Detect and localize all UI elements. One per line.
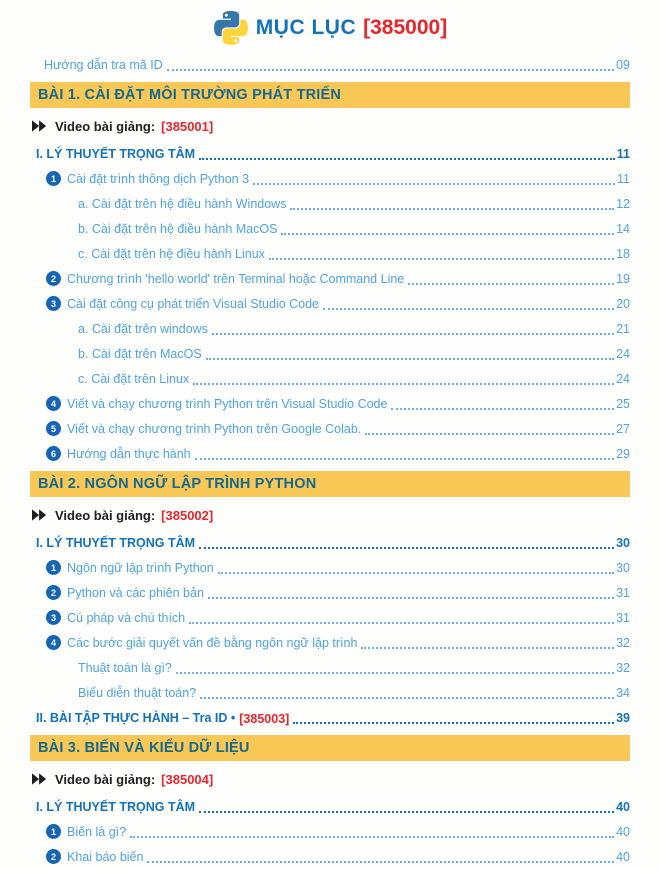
item-number-badge: 1 [46,824,61,839]
dot-leader [200,697,614,699]
toc-entry-label: a. Cài đặt trên windows [78,322,208,337]
dot-leader [281,233,614,235]
toc-entry-label: I. LÝ THUYẾT TRỌNG TÂM [36,536,196,551]
page-number: 31 [616,586,630,601]
dot-leader [218,572,614,574]
toc-section [30,471,630,730]
toc-row [30,705,630,730]
page-number: 40 [616,825,630,840]
toc-row [30,241,630,266]
video-id: [385004] [161,771,214,787]
fast-forward-icon [32,509,49,521]
toc-row [30,416,630,441]
page-number: 40 [616,850,630,865]
item-number-badge: 2 [46,271,61,286]
toc-section [30,82,630,466]
toc-row [30,630,630,655]
toc-entry-label: Cài đặt công cụ phát triển Visual Studio Code [67,297,320,312]
video-id: [385002] [161,507,214,523]
toc-entry-label: Biểu diễn thuật toán? [78,686,197,701]
page-number: 11 [616,147,630,162]
page-number: 27 [616,422,630,437]
page-number: 20 [616,297,630,312]
toc-row [30,819,630,844]
item-number-badge: 4 [46,635,61,650]
page-number: 40 [616,800,630,815]
toc-row [30,316,630,341]
dot-leader [293,722,614,724]
dot-leader [208,597,614,599]
video-line [30,112,630,140]
item-number-badge: 1 [46,171,61,186]
page-number: 32 [616,636,630,651]
page-number: 19 [616,272,630,287]
toc-row [30,680,630,705]
dot-leader [253,183,615,185]
toc-entry-label: Ngôn ngữ lập trình Python [67,561,214,576]
sections [30,82,630,869]
toc-row [30,266,630,291]
dot-leader [206,358,614,360]
dot-leader [361,647,614,649]
page-number: 24 [616,347,630,362]
toc-row [30,216,630,241]
dot-leader [147,861,614,863]
toc-entry-label: Hướng dẫn tra mã ID [44,58,163,73]
toc-entry-label: Python và các phiên bản [67,586,204,601]
dot-leader [189,622,614,624]
toc-entry-label: Chương trình 'hello world' trên Terminal hoặc Command Line [67,272,405,287]
video-label: Video bài giảng: [55,118,156,134]
page-number: 12 [616,197,630,212]
python-logo-icon [213,10,249,46]
toc-entry-label: Thuật toán là gì? [78,661,172,676]
dot-leader [195,458,614,460]
toc-entry-label: Các bước giải quyết vấn đề bằng ngôn ngữ lập trình [67,636,358,651]
toc-row-intro [30,52,630,77]
page-number: 32 [616,661,630,676]
dot-leader [323,308,614,310]
dot-leader [212,333,614,335]
toc-section [30,735,630,869]
toc-entry-label: Hướng dẫn thực hành [67,447,191,462]
toc-entry-label: Viết và chạy chương trình Python trên Visual Studio Code [67,397,388,412]
doc-header [30,6,630,52]
section-banner [30,471,630,497]
section-banner-label: BÀI 2. NGÔN NGỮ LẬP TRÌNH PYTHON [38,476,317,492]
page-title: MỤC LỤC [255,16,357,39]
item-number-badge: 2 [46,585,61,600]
page-number: 18 [616,247,630,262]
toc-row [30,441,630,466]
item-number-badge: 5 [46,421,61,436]
dot-leader [199,811,614,813]
section-banner-label: BÀI 1. CÀI ĐẶT MÔI TRƯỜNG PHÁT TRIỂN [38,87,342,103]
toc-entry-label: I. LÝ THUYẾT TRỌNG TÂM [36,147,196,162]
item-number-badge: 6 [46,446,61,461]
page-number: 24 [616,372,630,387]
page-number: 29 [616,447,630,462]
video-label: Video bài giảng: [55,771,156,787]
item-number-badge: 2 [46,849,61,864]
dot-leader [167,69,614,71]
dot-leader [176,672,614,674]
toc-row [30,844,630,869]
video-line [30,765,630,793]
toc-entry-label: Khai báo biến [67,850,144,865]
toc-entry-label: a. Cài đặt trên hệ điều hành Windows [78,197,287,212]
page-number: 21 [616,322,630,337]
page-number: 34 [616,686,630,701]
toc-entry-label: c. Cài đặt trên hệ điều hành Linux [78,247,265,262]
toc-row [30,580,630,605]
toc-entry-id: [385003] [239,712,290,726]
fast-forward-icon [32,120,49,132]
toc-entry-label: Cài đặt trình thông dịch Python 3 [67,172,250,187]
section-banner-label: BÀI 3. BIẾN VÀ KIỂU DỮ LIỆU [38,740,250,756]
toc-entry-label: b. Cài đặt trên hệ điều hành MacOS [78,222,278,237]
video-label: Video bài giảng: [55,507,156,523]
toc-row [30,530,630,555]
dot-leader [130,836,614,838]
dot-leader [193,383,614,385]
dot-leader [365,433,614,435]
toc-row [30,794,630,819]
toc-row [30,605,630,630]
video-id: [385001] [161,118,214,134]
page-number: 39 [616,711,630,726]
page-number: 31 [616,611,630,626]
toc-row [30,341,630,366]
toc-row [30,166,630,191]
dot-leader [408,283,614,285]
toc-row [30,141,630,166]
toc-entry-label: Viết và chạy chương trình Python trên Google Colab. [67,422,362,437]
dot-leader [199,547,614,549]
item-number-badge: 1 [46,560,61,575]
toc-entry-label: II. BÀI TẬP THỰC HÀNH – Tra ID • [36,711,236,726]
dot-leader [391,408,614,410]
item-number-badge: 3 [46,610,61,625]
toc-row [30,391,630,416]
section-banner [30,82,630,108]
dot-leader [269,258,614,260]
page-number: 25 [616,397,630,412]
toc-row [30,555,630,580]
dot-leader [290,208,614,210]
toc-entry-label: c. Cài đặt trên Linux [78,372,190,387]
toc-entry-label: b. Cài đặt trên MacOS [78,347,202,362]
item-number-badge: 3 [46,296,61,311]
dot-leader [199,158,615,160]
page-number: 09 [616,58,630,73]
video-line [30,501,630,529]
toc-row [30,191,630,216]
toc-row [30,291,630,316]
page-number: 14 [616,222,630,237]
page-number: 11 [617,172,630,187]
toc-row [30,655,630,680]
section-banner [30,735,630,761]
page-title-id: [385000] [363,16,448,39]
fast-forward-icon [32,773,49,785]
item-number-badge: 4 [46,396,61,411]
toc-row [30,366,630,391]
page-number: 30 [616,561,630,576]
toc-entry-label: Cú pháp và chú thích [67,611,186,626]
page-number: 30 [616,536,630,551]
toc-entry-label: Biến là gì? [67,825,127,840]
toc-entry-label: I. LÝ THUYẾT TRỌNG TÂM [36,800,196,815]
